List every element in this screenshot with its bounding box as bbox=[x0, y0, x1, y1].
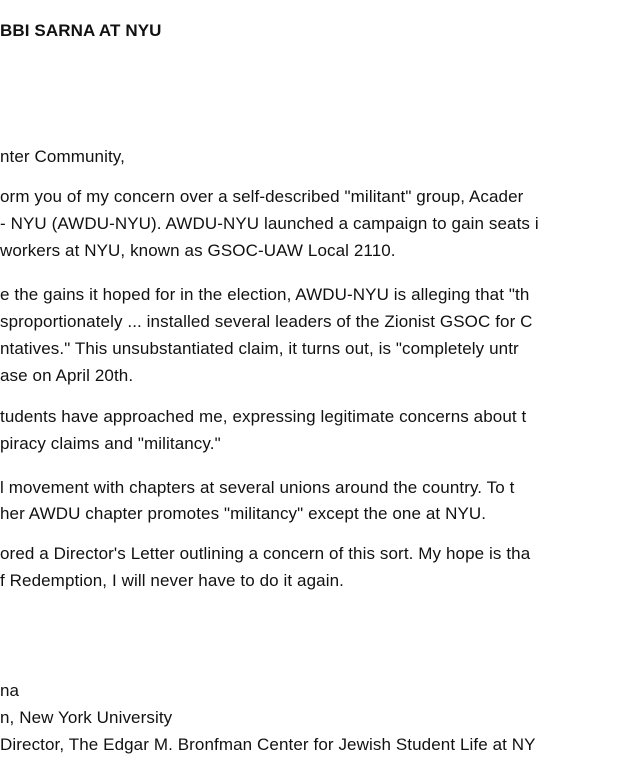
greeting: nter Community, bbox=[0, 147, 125, 166]
paragraph-2-line-2: sproportionately ... installed several leaders of the Zionist GSOC for C bbox=[0, 312, 533, 331]
paragraph-1-line-3: workers at NYU, known as GSOC-UAW Local 2110. bbox=[0, 241, 396, 260]
paragraph-4-line-1: l movement with chapters at several unions around the country. To t bbox=[0, 478, 515, 497]
letter-title: BBI SARNA AT NYU bbox=[0, 21, 162, 40]
paragraph-1-line-1: orm you of my concern over a self-described "militant" group, Acader bbox=[0, 187, 524, 206]
paragraph-5-line-2: f Redemption, I will never have to do it again. bbox=[0, 571, 344, 590]
paragraph-2-line-1: e the gains it hoped for in the election, AWDU-NYU is alleging that "th bbox=[0, 285, 530, 304]
signature-name: na bbox=[0, 681, 20, 700]
signature-title-2: Director, The Edgar M. Bronfman Center for Jewish Student Life at NY bbox=[0, 735, 536, 754]
paragraph-1-line-2: - NYU (AWDU-NYU). AWDU-NYU launched a campaign to gain seats i bbox=[0, 214, 539, 233]
paragraph-4-line-2: her AWDU chapter promotes "militancy" except the one at NYU. bbox=[0, 504, 487, 523]
signature-title-1: n, New York University bbox=[0, 708, 173, 727]
paragraph-5-line-1: ored a Director's Letter outlining a concern of this sort. My hope is tha bbox=[0, 544, 531, 563]
paragraph-3-line-1: tudents have approached me, expressing legitimate concerns about t bbox=[0, 407, 527, 426]
paragraph-2-line-4: ase on April 20th. bbox=[0, 366, 134, 385]
paragraph-3-line-2: piracy claims and "militancy." bbox=[0, 434, 221, 453]
paragraph-2-line-3: ntatives." This unsubstantiated claim, it turns out, is "completely untr bbox=[0, 339, 519, 358]
